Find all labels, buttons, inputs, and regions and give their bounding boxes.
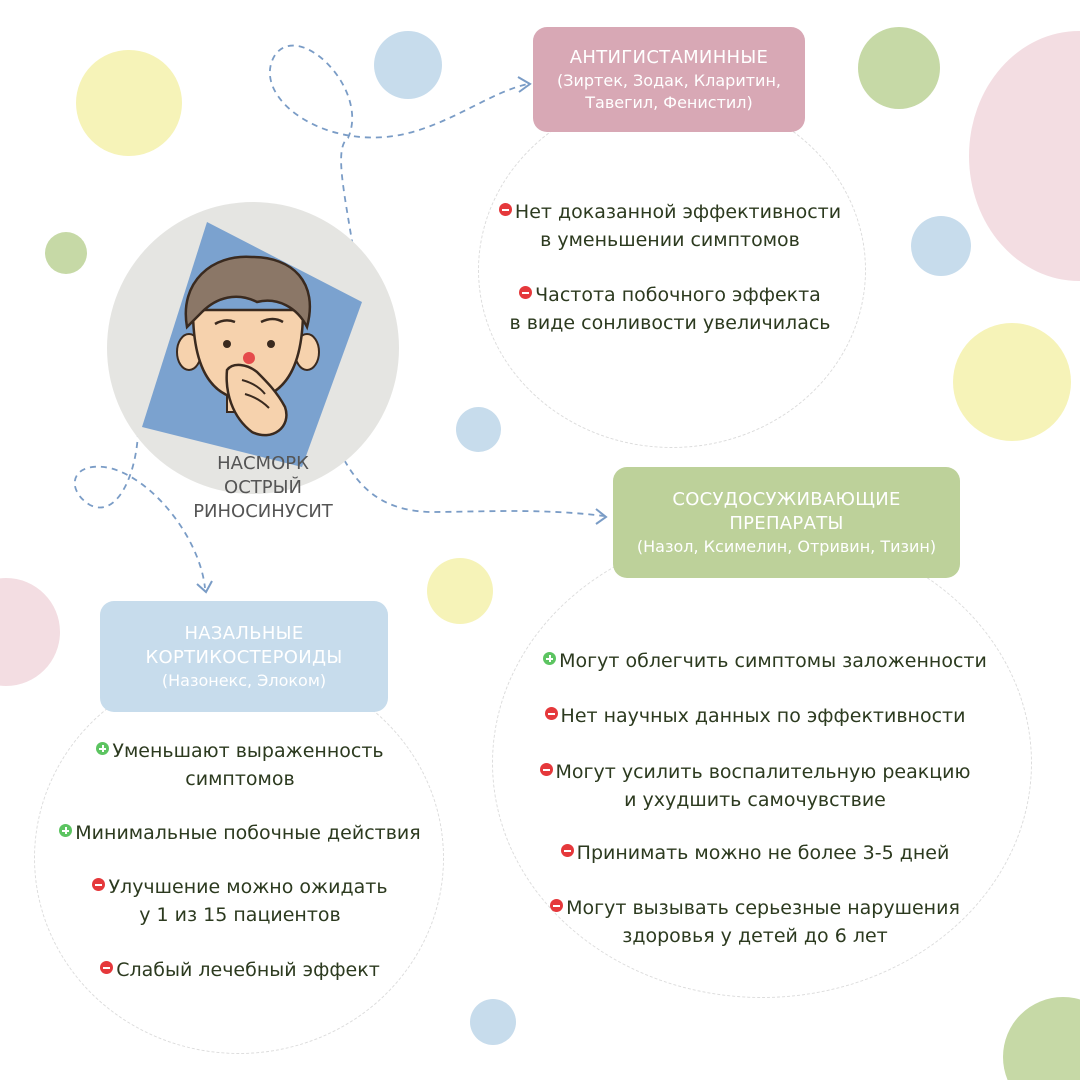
item-text: Слабый лечебный эффект <box>116 959 380 981</box>
vasoconstrictors-item <box>500 758 1010 814</box>
item-text: в уменьшении симптомов <box>540 229 800 251</box>
vasoconstrictors-box <box>613 467 960 578</box>
antihistamines-item <box>470 198 870 254</box>
corticosteroids-item <box>40 819 440 847</box>
item-text: и ухудшить самочувствие <box>624 789 886 811</box>
antihistamines-item <box>470 281 870 337</box>
item-text: Могут облегчить симптомы заложенности <box>559 650 987 672</box>
antihistamines-examples: Тавегил, Фенистил) <box>585 92 753 112</box>
item-text: в виде сонливости увеличилась <box>509 312 831 334</box>
item-text: Уменьшают выраженность <box>112 740 384 762</box>
corticosteroids-box <box>100 601 388 712</box>
minus-circle-icon <box>540 763 553 776</box>
item-text: Частота побочного эффекта <box>535 284 821 306</box>
vasoconstrictors-item <box>500 647 1030 675</box>
antihistamines-examples: (Зиртек, Зодак, Кларитин, <box>556 70 781 90</box>
corticosteroids-item <box>40 956 440 984</box>
minus-circle-icon <box>499 203 512 216</box>
item-text: Улучшение можно ожидать <box>108 876 388 898</box>
item-text: Нет научных данных по эффективности <box>560 705 966 727</box>
corticosteroids-examples: (Назонекс, Элоком) <box>161 670 327 690</box>
item-text: Могут усилить воспалительную реакцию <box>555 761 971 783</box>
center-label-line: НАСМОРК <box>217 453 309 474</box>
minus-circle-icon <box>100 961 113 974</box>
antihistamines-title: АНТИГИСТАМИННЫЕ <box>569 46 769 68</box>
plus-circle-icon <box>543 652 556 665</box>
sneezing-person-icon <box>107 202 399 494</box>
item-text: Нет доказанной эффективности <box>514 201 842 223</box>
corticosteroids-title: КОРТИКОСТЕРОИДЫ <box>145 646 343 668</box>
item-text: Принимать можно не более 3-5 дней <box>576 842 950 864</box>
item-text: Могут вызывать серьезные нарушения <box>566 897 960 919</box>
item-text: здоровья у детей до 6 лет <box>622 925 888 947</box>
plus-circle-icon <box>96 742 109 755</box>
vasoconstrictors-title: СОСУДОСУЖИВАЮЩИЕ <box>672 488 901 510</box>
minus-circle-icon <box>545 707 558 720</box>
minus-circle-icon <box>550 899 563 912</box>
corticosteroids-item <box>40 737 440 793</box>
plus-circle-icon <box>59 824 72 837</box>
antihistamines-ring <box>478 92 866 448</box>
corticosteroids-title: НАЗАЛЬНЫЕ <box>184 622 304 644</box>
center-topic-label <box>163 452 363 524</box>
vasoconstrictors-title: ПРЕПАРАТЫ <box>729 512 844 534</box>
center-label-line: РИНОСИНУСИТ <box>193 501 333 522</box>
item-text: Минимальные побочные действия <box>75 822 421 844</box>
antihistamines-box <box>533 27 805 132</box>
vasoconstrictors-examples: (Назол, Ксимелин, Отривин, Тизин) <box>636 536 937 556</box>
minus-circle-icon <box>561 844 574 857</box>
item-text: у 1 из 15 пациентов <box>139 904 341 926</box>
sick-person-avatar <box>107 202 399 494</box>
vasoconstrictors-item <box>500 702 1010 730</box>
item-text: симптомов <box>185 768 295 790</box>
corticosteroids-item <box>40 873 440 929</box>
vasoconstrictors-item <box>500 839 1010 867</box>
minus-circle-icon <box>92 878 105 891</box>
corticosteroids-ring <box>34 662 444 1054</box>
minus-circle-icon <box>519 286 532 299</box>
center-label-line: ОСТРЫЙ <box>224 477 302 498</box>
vasoconstrictors-item <box>500 894 1010 950</box>
